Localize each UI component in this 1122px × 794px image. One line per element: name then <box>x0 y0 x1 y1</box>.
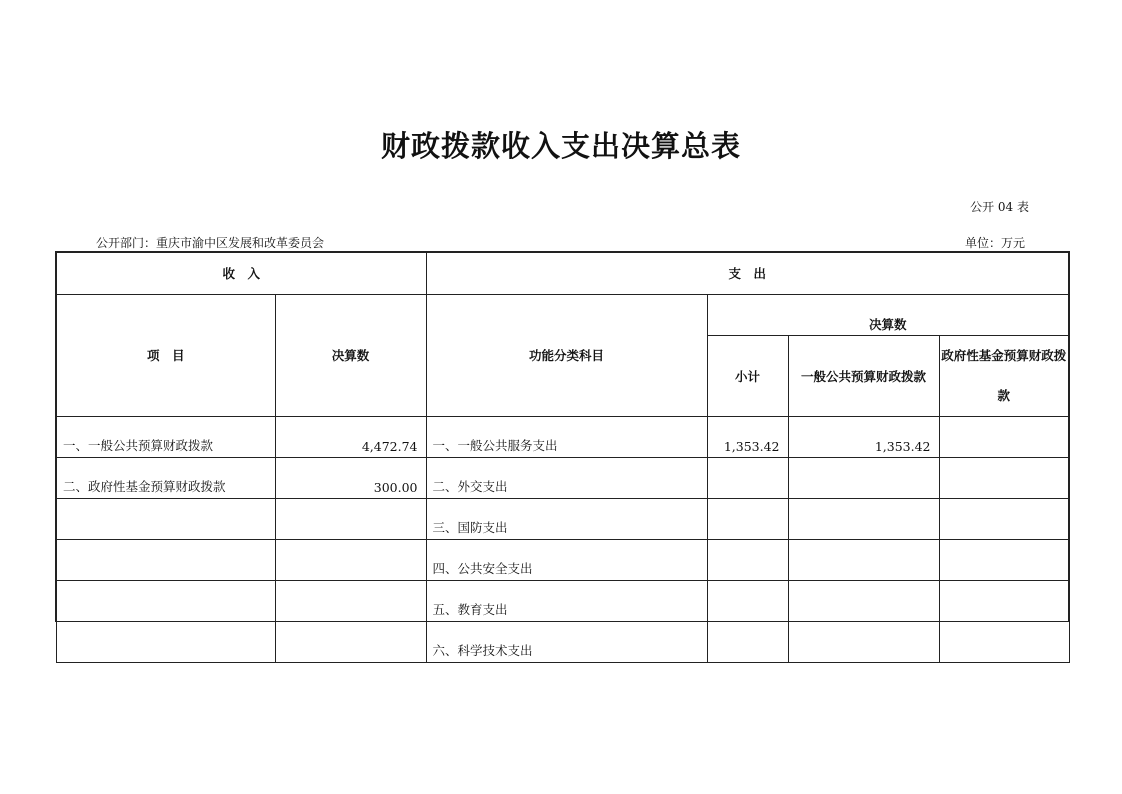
subtotal-value <box>707 457 788 498</box>
subtotal-value <box>707 498 788 539</box>
income-amount: 4,472.74 <box>275 416 426 457</box>
expenditure-item: 五、教育支出 <box>426 580 707 621</box>
general-budget-value <box>788 539 939 580</box>
item-header: 项 目 <box>56 294 275 416</box>
income-amount <box>275 621 426 662</box>
gov-fund-value <box>939 621 1069 662</box>
gov-fund-value <box>939 539 1069 580</box>
table-row <box>56 539 1069 580</box>
expenditure-item: 二、外交支出 <box>426 457 707 498</box>
income-item <box>56 539 275 580</box>
final-amount-group-header: 决算数 <box>707 294 1069 335</box>
income-amount <box>275 498 426 539</box>
income-final-header: 决算数 <box>275 294 426 416</box>
department-label: 公开部门：重庆市渝中区发展和改革委员会 <box>96 236 325 250</box>
gov-fund-header: 政府性基金预算财政拨款 <box>939 335 1069 416</box>
income-item: 二、政府性基金预算财政拨款 <box>56 457 275 498</box>
general-budget-value <box>788 457 939 498</box>
gov-fund-value <box>939 457 1069 498</box>
function-category-header: 功能分类科目 <box>426 294 707 416</box>
unit-label: 单位：万元 <box>964 236 1025 250</box>
table-row <box>56 457 1069 498</box>
income-amount <box>275 539 426 580</box>
income-header: 收 入 <box>56 252 426 294</box>
general-budget-value: 1,353.42 <box>788 416 939 457</box>
general-budget-value <box>788 498 939 539</box>
subtotal-value <box>707 621 788 662</box>
subtotal-value <box>707 580 788 621</box>
gov-fund-value <box>939 580 1069 621</box>
general-budget-value <box>788 580 939 621</box>
expenditure-item: 六、科学技术支出 <box>426 621 707 662</box>
table-row <box>56 621 1069 662</box>
income-item <box>56 621 275 662</box>
expenditure-item: 四、公共安全支出 <box>426 539 707 580</box>
income-amount: 300.00 <box>275 457 426 498</box>
table-row <box>56 580 1069 621</box>
income-amount <box>275 580 426 621</box>
income-item <box>56 498 275 539</box>
income-item: 一、一般公共预算财政拨款 <box>56 416 275 457</box>
gov-fund-value <box>939 416 1069 457</box>
expenditure-header: 支 出 <box>426 252 1069 294</box>
income-item <box>56 580 275 621</box>
table-row <box>56 416 1069 457</box>
general-budget-value <box>788 621 939 662</box>
expenditure-item: 一、一般公共服务支出 <box>426 416 707 457</box>
table-row <box>56 498 1069 539</box>
subtotal-value: 1,353.42 <box>707 416 788 457</box>
gov-fund-value <box>939 498 1069 539</box>
page-title: 财政拨款收入支出决算总表 <box>380 129 741 163</box>
subtotal-header: 小计 <box>707 335 788 416</box>
budget-table <box>55 251 1070 663</box>
general-budget-header: 一般公共预算财政拨款 <box>788 335 939 416</box>
expenditure-item: 三、国防支出 <box>426 498 707 539</box>
form-number: 公开 04 表 <box>970 200 1029 214</box>
subtotal-value <box>707 539 788 580</box>
